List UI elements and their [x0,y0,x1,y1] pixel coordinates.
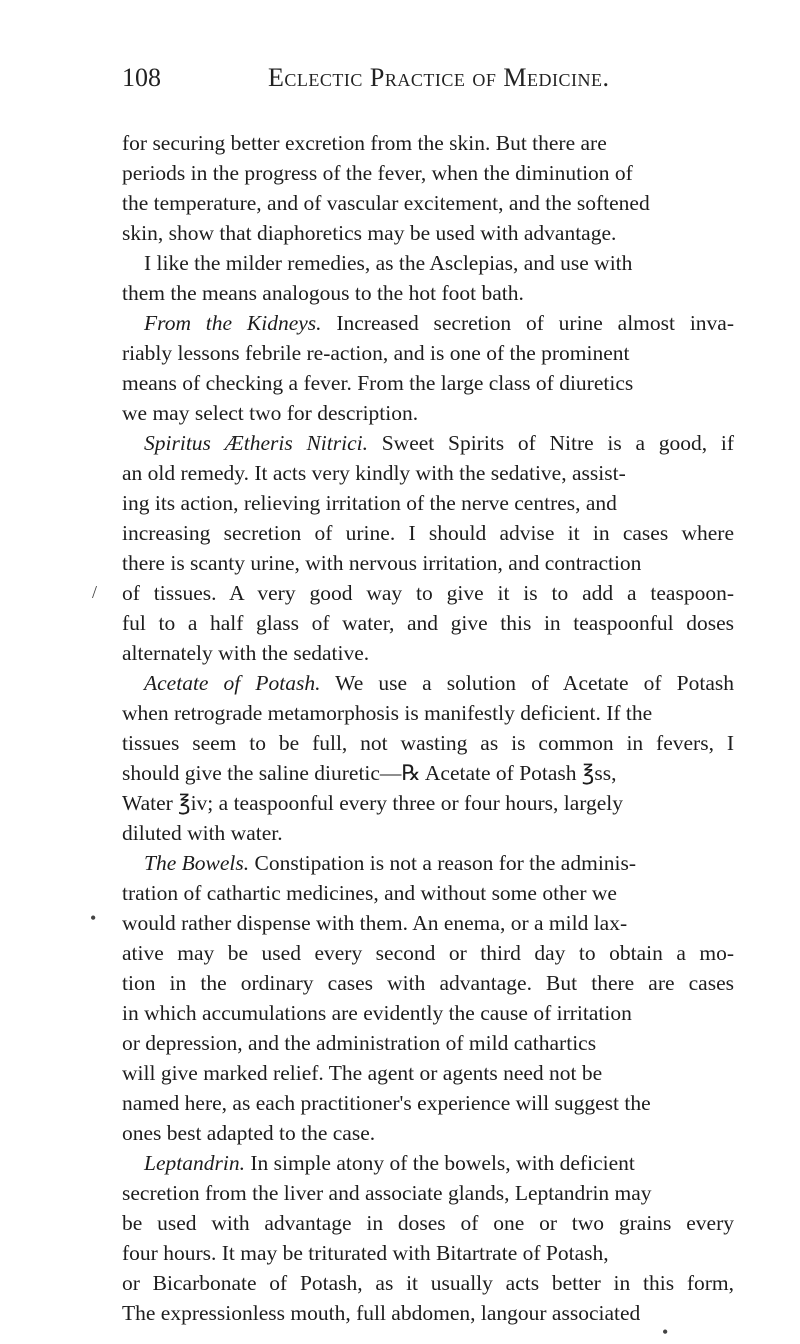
text-line: diluted with water. [122,821,283,845]
text-line: ative may be used every second or third day to obtain a mo- [122,941,734,965]
text-line: The expressionless mouth, full abdomen, langour associated [122,1301,641,1325]
text-line: Water ℥iv; a teaspoonful every three or four hours, largely [122,791,624,815]
text-line: when retrograde metamorphosis is manifestly deficient. If the [122,701,653,725]
text-line: will give marked relief. The agent or agents need not be [122,1061,603,1085]
text-line: the temperature, and of vascular excitement, and the softened [122,191,650,215]
text-line: ones best adapted to the case. [122,1121,376,1145]
margin-mark: • [90,908,97,928]
text-line: be used with advantage in doses of one or two grains every [122,1211,734,1235]
text-line: increasing secretion of urine. I should advise it in cases where [122,521,734,545]
text-line: ful to a half glass of water, and give this in teaspoonful doses [122,611,734,635]
text-line: of tissues. A very good way to give it is to add a teaspoon- [122,581,734,605]
text-line: alternately with the sedative. [122,641,370,665]
run-in-heading: Leptandrin. [144,1151,245,1175]
text-line: means of checking a fever. From the large class of diuretics [122,371,634,395]
text-line: Acetate of Potash. We use a solution of Acetate of Potash [144,671,735,695]
run-in-heading: From the Kidneys. [144,311,322,335]
text-line: Spiritus Ætheris Nitrici. Sweet Spirits of Nitre is a good, if [144,431,734,455]
text-line: would rather dispense with them. An enema, or a mild lax- [122,911,628,935]
text-line: secretion from the liver and associate glands, Leptandrin may [122,1181,652,1205]
text-line: in which accumulations are evidently the cause of irritation [122,1001,632,1025]
text-line: or Bicarbonate of Potash, as it usually acts better in this form, [122,1271,734,1295]
text-line: tissues seem to be full, not wasting as is common in fevers, I [122,731,734,755]
page-number: 108 [122,63,161,92]
text-line: tion in the ordinary cases with advantage. But there are cases [122,971,734,995]
text-line: tration of cathartic medicines, and without some other we [122,881,617,905]
margin-mark: / [92,582,98,602]
text-line: ing its action, relieving irritation of the nerve centres, and [122,491,617,515]
text-line: I like the milder remedies, as the Asclepias, and use with [144,251,633,275]
text-line: named here, as each practitioner's experience will suggest the [122,1091,651,1115]
margin-mark: • [662,1322,669,1342]
text-line: there is scanty urine, with nervous irritation, and contraction [122,551,642,575]
text-line: The Bowels. Constipation is not a reason for the adminis- [144,851,637,875]
page-header [122,60,734,96]
text-line: four hours. It may be triturated with Bitartrate of Potash, [122,1241,609,1265]
text-line: should give the saline diuretic—℞ Acetate of Potash ℥ss, [122,761,617,785]
text-line: them the means analogous to the hot foot bath. [122,281,524,305]
text-line: Leptandrin. In simple atony of the bowels, with deficient [144,1151,635,1175]
run-in-heading: The Bowels. [144,851,250,875]
text-line: or depression, and the administration of mild cathartics [122,1031,597,1055]
text-line: skin, show that diaphoretics may be used with advantage. [122,221,617,245]
text-line: From the Kidneys. Increased secretion of urine almost inva- [144,311,734,335]
text-line: an old remedy. It acts very kindly with the sedative, assist- [122,461,626,485]
text-line: for securing better excretion from the skin. But there are [122,131,607,155]
text-line: periods in the progress of the fever, when the diminution of [122,161,633,185]
run-in-heading: Spiritus Ætheris Nitrici. [144,431,368,455]
text-line: we may select two for description. [122,401,419,425]
text-line: riably lessons febrile re-action, and is one of the prominent [122,341,630,365]
run-in-heading: Acetate of Potash. [144,671,321,695]
running-title: Eclectic Practice of Medicine. [268,63,610,92]
